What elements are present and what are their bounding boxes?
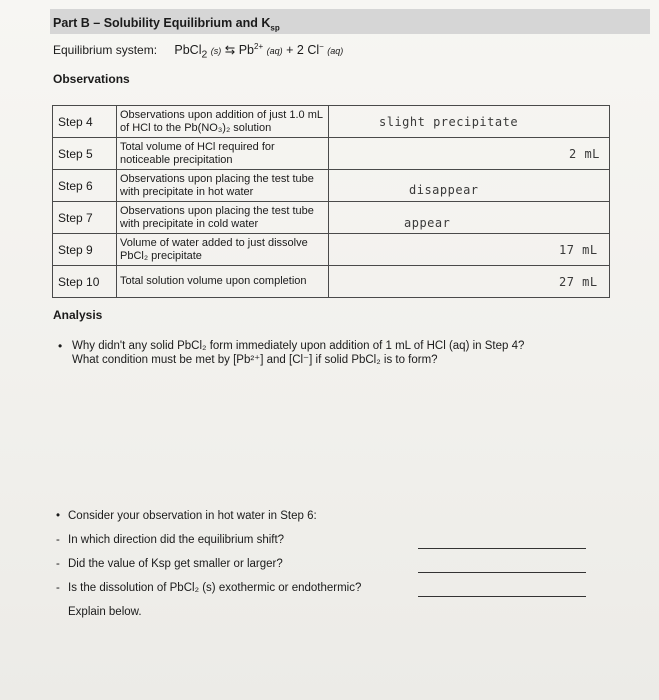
question-text: Explain below. [68, 606, 142, 618]
description-cell: Observations upon placing the test tube with precipitate in hot water [117, 170, 329, 202]
part-title-text: Part B – Solubility Equilibrium and K [53, 16, 271, 30]
question-text: Is the dissolution of PbCl₂ (s) exothermic or endothermic? [68, 582, 362, 594]
handwritten-answer: appear [404, 216, 451, 230]
bullet-icon: • [58, 339, 63, 353]
response-cell[interactable] [329, 106, 610, 138]
table-row [53, 106, 610, 138]
dash-icon: - [56, 558, 60, 570]
handwritten-answer: slight precipitate [379, 115, 519, 129]
question-1 [58, 339, 598, 367]
answer-line[interactable] [418, 572, 586, 573]
response-cell[interactable] [329, 234, 610, 266]
description-cell: Total solution volume upon completion [117, 266, 329, 298]
question-text: In which direction did the equilibrium shift? [68, 534, 285, 546]
table-row [53, 266, 610, 298]
eq-product2-phase: (aq) [327, 46, 344, 56]
table-row [53, 202, 610, 234]
question-row [53, 558, 633, 582]
eq-reactant-phase: (s) [210, 46, 222, 56]
question-row [53, 534, 633, 558]
eq-plus: + [286, 43, 294, 57]
description-cell: Observations upon placing the test tube with precipitate in cold water [117, 202, 329, 234]
eq-product2-charge: − [319, 41, 324, 51]
step-cell: Step 6 [53, 170, 117, 202]
equilibrium-arrow-icon: ⇆ [224, 43, 236, 57]
eq-product2: 2 Cl [296, 43, 320, 57]
question-1-line-1: Why didn't any solid PbCl₂ form immediately upon addition of 1 mL of HCl (aq) in Step 4? [72, 340, 525, 352]
description-cell: Observations upon addition of just 1.0 mL of HCl to the Pb(NO₃)₂ solution [117, 106, 329, 138]
response-cell[interactable] [329, 170, 610, 202]
answer-line[interactable] [418, 596, 586, 597]
question-1-line-2: What condition must be met by [Pb²⁺] and [Cl⁻] if solid PbCl₂ is to form? [72, 354, 438, 366]
handwritten-answer: disappear [409, 183, 479, 197]
question-text: Consider your observation in hot water in Step 6: [68, 510, 317, 522]
observations-heading: Observations [53, 72, 130, 86]
observations-table [52, 105, 610, 298]
question-text: Did the value of Ksp get smaller or larger? [68, 558, 283, 570]
eq-product1-charge: 2+ [254, 41, 264, 51]
question-row [53, 582, 633, 606]
equilibrium-equation [174, 41, 344, 61]
dash-icon: - [56, 582, 60, 594]
table-row [53, 170, 610, 202]
table-row [53, 234, 610, 266]
response-cell[interactable] [329, 138, 610, 170]
description-cell: Volume of water added to just dissolve PbCl₂ precipitate [117, 234, 329, 266]
eq-reactant: PbCl [174, 43, 202, 57]
step-cell: Step 9 [53, 234, 117, 266]
handwritten-answer: 2 mL [569, 147, 600, 161]
table-row [53, 138, 610, 170]
bullet-icon: • [56, 510, 61, 522]
step-cell: Step 10 [53, 266, 117, 298]
eq-product1: Pb [238, 43, 254, 57]
question-row [53, 510, 633, 534]
step-cell: Step 7 [53, 202, 117, 234]
step-cell: Step 4 [53, 106, 117, 138]
answer-line[interactable] [418, 548, 586, 549]
response-cell[interactable] [329, 266, 610, 298]
part-title [50, 9, 650, 34]
description-cell: Total volume of HCl required for noticeable precipitation [117, 138, 329, 170]
analysis-heading: Analysis [53, 308, 103, 322]
step-cell: Step 5 [53, 138, 117, 170]
equilibrium-label: Equilibrium system: [53, 43, 158, 57]
response-cell[interactable] [329, 202, 610, 234]
handwritten-answer: 27 mL [559, 275, 598, 289]
equilibrium-system [53, 41, 344, 61]
question-row [53, 606, 633, 630]
eq-product1-phase: (aq) [266, 46, 283, 56]
handwritten-answer: 17 mL [559, 243, 598, 257]
part-title-subscript: sp [270, 23, 280, 33]
question-2 [53, 510, 633, 630]
eq-reactant-sub: 2 [201, 49, 208, 61]
dash-icon: - [56, 534, 60, 546]
